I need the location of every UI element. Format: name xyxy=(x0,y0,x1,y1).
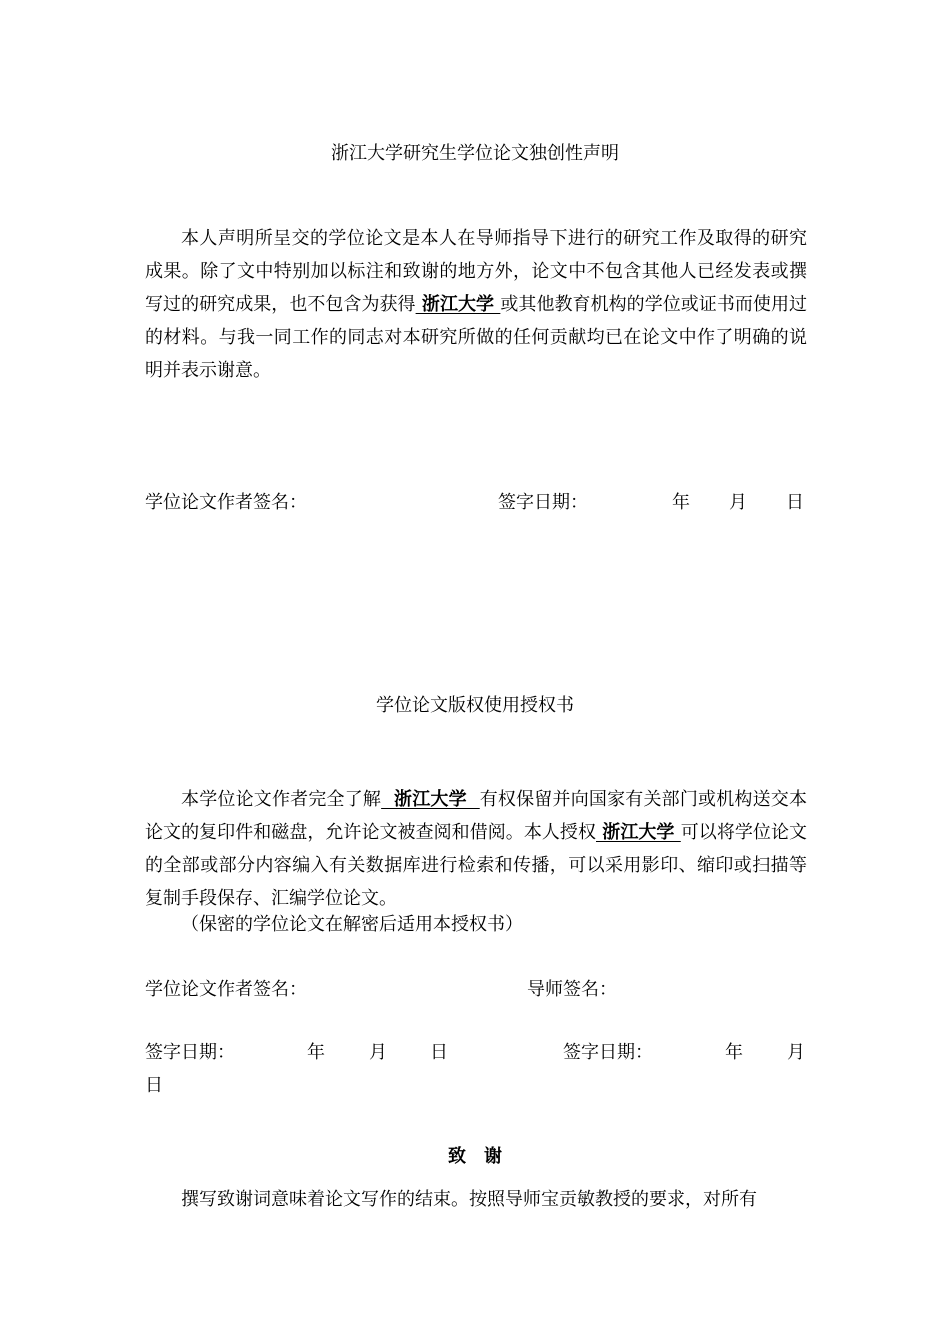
authorization-note: （保密的学位论文在解密后适用本授权书） xyxy=(181,914,523,935)
authorization-text-b: 有权保留并向国家有关部门或机构送交本论文的复印件和磁盘，允许论文被查阅和借阅。本人授权 xyxy=(145,789,808,843)
declaration-text-a: 本人声明所呈交的学位论文是本人在导师指导下进行的研究工作及取得的研究成果。除了文中特别加以标注和致谢的地方外，论文中不包含其他人已经发表或撰写过的研究成果，也不包含为获得 xyxy=(145,228,807,315)
authorization-paragraph xyxy=(145,783,807,915)
authorization-advisor-sign-label: 导师签名： xyxy=(527,979,617,1000)
authorization-year-2: 年 xyxy=(725,1042,743,1063)
acknowledgement-paragraph: 撰写致谢词意味着论文写作的结束。按照导师宝贡敏教授的要求，对所有 xyxy=(181,1189,757,1210)
declaration-author-sign-label: 学位论文作者签名： xyxy=(145,492,307,513)
authorization-text-c: 可以将学位论文的全部或部分内容编入有关数据库进行检索和传播，可以采用影印、缩印或扫描等复制手段保存、汇编学位论文。 xyxy=(145,822,808,909)
declaration-day: 日 xyxy=(786,492,804,513)
declaration-paragraph xyxy=(145,222,807,387)
declaration-title: 浙江大学研究生学位论文独创性声明 xyxy=(331,143,619,164)
declaration-year: 年 xyxy=(672,492,690,513)
declaration-month: 月 xyxy=(729,492,747,513)
authorization-author-sign-label: 学位论文作者签名： xyxy=(145,979,307,1000)
authorization-day-2: 日 xyxy=(145,1075,163,1096)
authorization-title: 学位论文版权使用授权书 xyxy=(376,695,574,716)
authorization-university-1: 浙江大学 xyxy=(381,789,480,810)
authorization-year-1: 年 xyxy=(307,1042,325,1063)
declaration-university: 浙江大学 xyxy=(415,294,501,315)
authorization-month-2: 月 xyxy=(787,1042,805,1063)
authorization-day-1: 日 xyxy=(430,1042,448,1063)
authorization-sign-date-label-2: 签字日期： xyxy=(563,1042,653,1063)
authorization-university-2: 浙江大学 xyxy=(595,822,681,843)
authorization-sign-date-label-1: 签字日期： xyxy=(145,1042,235,1063)
acknowledgement-title: 致谢 xyxy=(448,1146,520,1167)
authorization-text-a: 本学位论文作者完全了解 xyxy=(181,789,382,810)
declaration-sign-date-label: 签字日期： xyxy=(498,492,588,513)
authorization-month-1: 月 xyxy=(369,1042,387,1063)
declaration-text-b: 或其他教育机构的学位或证书而使用过的材料。与我一同工作的同志对本研究所做的任何贡献均已在论文中作了明确的说明并表示谢意。 xyxy=(145,294,808,381)
